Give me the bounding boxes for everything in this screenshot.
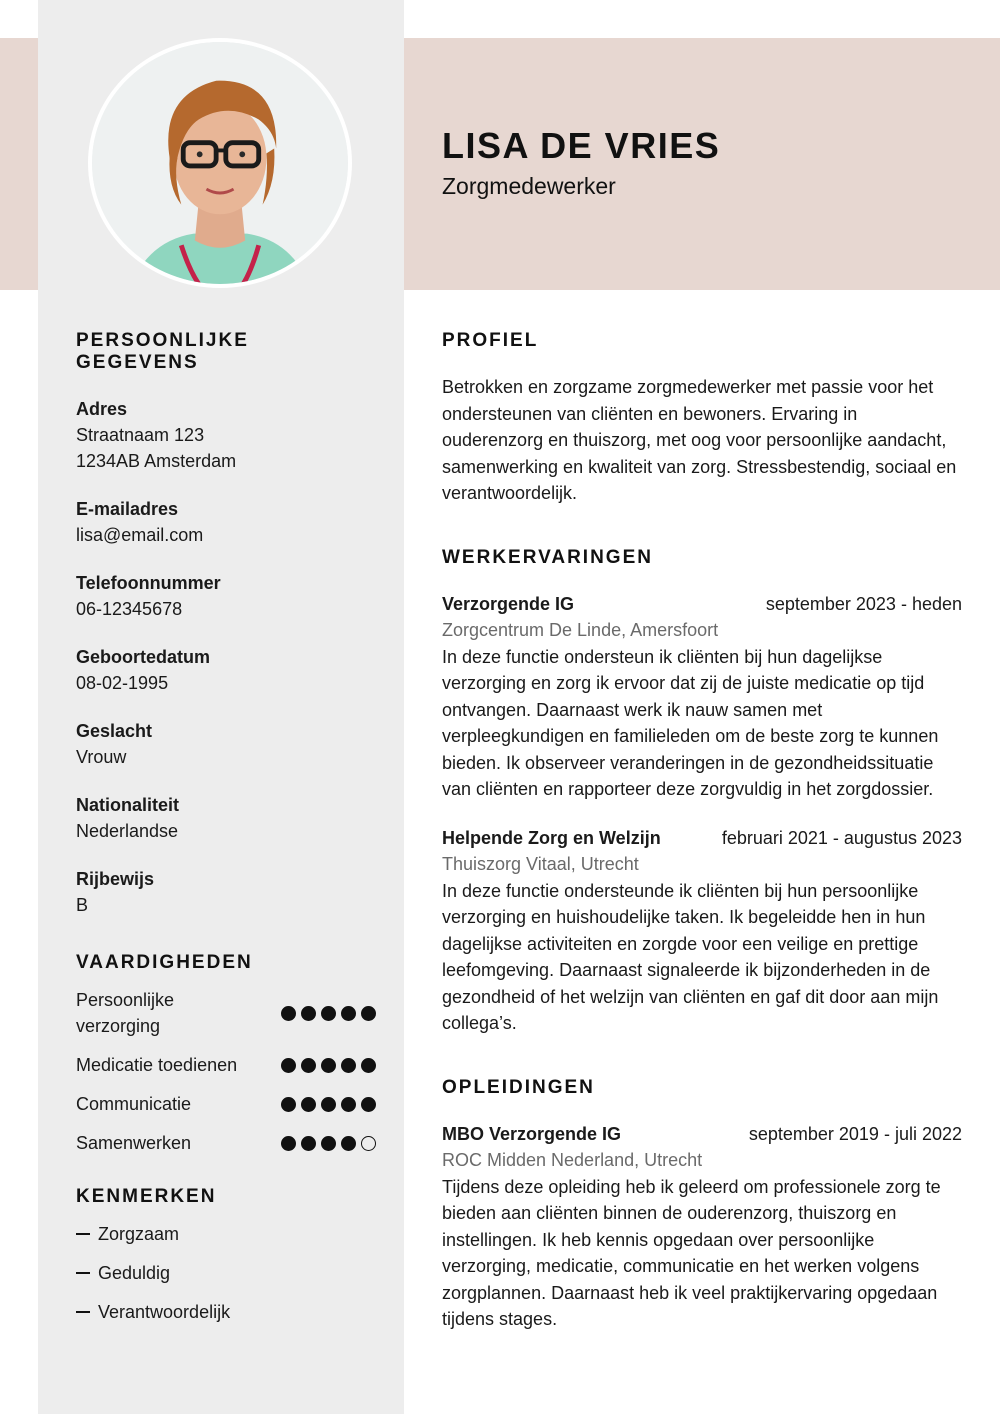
personal-item bbox=[76, 496, 376, 548]
skill-row bbox=[76, 987, 376, 1039]
person-name: LISA DE VRIES bbox=[442, 125, 721, 166]
filled-dot-icon bbox=[341, 1006, 356, 1021]
skill-level-dots bbox=[281, 1097, 376, 1112]
personal-item-label: Adres bbox=[76, 399, 128, 419]
personal-item-label: Geslacht bbox=[76, 721, 153, 741]
experience-entry-period: september 2023 - heden bbox=[765, 593, 962, 614]
skill-level-dots bbox=[281, 1136, 376, 1151]
skill-name: Communicatie bbox=[76, 1094, 192, 1114]
filled-dot-icon bbox=[321, 1136, 336, 1151]
education-entry-description: Tijdens deze opleiding heb ik geleerd om professionele zorg te bieden aan cliënten binnen de ouderenzorg, thuiszorg en instellingen. Ik heb kennis opgedaan over persoonlijke verzorging, medicatie, communicatie en het werken volgens zorgplannen. Daarnaast heb ik veel praktijkervaring opgedaan tijdens stages. bbox=[442, 1176, 941, 1329]
experience-entry-description: In deze functie ondersteun ik cliënten bij hun dagelijkse verzorging en zorg ik ervoor dat zij de juiste medicatie op tijd ontvangen. Daarnaast werk ik nauw samen met verpleegkundigen en familieleden om de beste zorg te kunnen bieden. Ik observeer veranderingen in de gezondheidssituatie van cliënten en rapporteer deze zorgvuldig in het zorgdossier. bbox=[442, 646, 939, 799]
job-role: Zorgmedewerker bbox=[442, 173, 616, 199]
filled-dot-icon bbox=[361, 1058, 376, 1073]
trait-label: Zorgzaam bbox=[98, 1224, 180, 1244]
personal-item-value: 06-12345678 bbox=[76, 599, 183, 619]
filled-dot-icon bbox=[301, 1097, 316, 1112]
skill-row bbox=[76, 1091, 376, 1117]
filled-dot-icon bbox=[361, 1097, 376, 1112]
experience-entry-title: Helpende Zorg en Welzijn bbox=[442, 827, 661, 848]
dash-icon bbox=[76, 1233, 90, 1235]
personal-item-label: Geboortedatum bbox=[76, 647, 211, 667]
experience-entry-organization: Thuiszorg Vitaal, Utrecht bbox=[442, 854, 639, 874]
trait-label: Verantwoordelijk bbox=[98, 1302, 231, 1322]
name-block bbox=[442, 125, 720, 200]
personal-item-value: 08-02-1995 bbox=[76, 673, 169, 693]
experience-entry bbox=[442, 825, 962, 1037]
personal-heading: PERSOONLIJKE GEGEVENS bbox=[76, 330, 249, 373]
filled-dot-icon bbox=[281, 1006, 296, 1021]
profile-text: Betrokken en zorgzame zorgmedewerker met passie voor het ondersteunen van cliënten en bewoners. Ervaring in ouderenzorg en thuiszorg, met oog voor persoonlijke aandacht, samenwerking en kwaliteit van zorg. Stressbestendig, sociaal en verantwoordelijk. bbox=[442, 377, 957, 503]
filled-dot-icon bbox=[301, 1058, 316, 1073]
traits-heading: KENMERKEN bbox=[76, 1186, 217, 1207]
experience-list bbox=[442, 591, 962, 1037]
filled-dot-icon bbox=[321, 1097, 336, 1112]
skill-row bbox=[76, 1130, 376, 1156]
filled-dot-icon bbox=[321, 1058, 336, 1073]
personal-item-value: Vrouw bbox=[76, 747, 127, 767]
trait-item bbox=[76, 1221, 376, 1247]
education-list bbox=[442, 1121, 962, 1333]
profile-heading: PROFIEL bbox=[442, 330, 539, 351]
main-content bbox=[442, 330, 962, 1333]
education-entry-organization: ROC Midden Nederland, Utrecht bbox=[442, 1150, 703, 1170]
personal-item bbox=[76, 644, 376, 696]
personal-item-value: Nederlandse bbox=[76, 821, 179, 841]
skill-name: Persoonlijke verzorging bbox=[76, 990, 175, 1036]
filled-dot-icon bbox=[321, 1006, 336, 1021]
empty-dot-icon bbox=[361, 1136, 376, 1151]
filled-dot-icon bbox=[301, 1136, 316, 1151]
education-entry bbox=[442, 1121, 962, 1333]
personal-item-value: B bbox=[76, 895, 89, 915]
experience-entry-header bbox=[442, 591, 962, 618]
dash-icon bbox=[76, 1272, 90, 1274]
experience-entry-organization: Zorgcentrum De Linde, Amersfoort bbox=[442, 620, 719, 640]
experience-heading: WERKERVARINGEN bbox=[442, 546, 653, 568]
personal-item-label: Rijbewijs bbox=[76, 869, 155, 889]
experience-entry-title: Verzorgende IG bbox=[442, 593, 575, 614]
skills-heading: VAARDIGHEDEN bbox=[76, 952, 253, 973]
personal-item-value: lisa@email.com bbox=[76, 525, 204, 545]
filled-dot-icon bbox=[281, 1136, 296, 1151]
education-heading: OPLEIDINGEN bbox=[442, 1076, 595, 1098]
sidebar-content bbox=[76, 330, 376, 1325]
education-entry-title: MBO Verzorgende IG bbox=[442, 1123, 622, 1144]
trait-item bbox=[76, 1260, 376, 1286]
personal-item bbox=[76, 718, 376, 770]
profile-photo bbox=[88, 38, 352, 288]
trait-label: Geduldig bbox=[98, 1263, 171, 1283]
filled-dot-icon bbox=[341, 1058, 356, 1073]
skills-list bbox=[76, 987, 376, 1156]
traits-list bbox=[76, 1221, 376, 1325]
filled-dot-icon bbox=[341, 1136, 356, 1151]
personal-item bbox=[76, 866, 376, 918]
personal-item-label: Telefoonnummer bbox=[76, 573, 221, 593]
personal-item bbox=[76, 792, 376, 844]
personal-list bbox=[76, 396, 376, 918]
filled-dot-icon bbox=[361, 1006, 376, 1021]
personal-item-value: Straatnaam 123 1234AB Amsterdam bbox=[76, 425, 237, 471]
education-entry-header bbox=[442, 1121, 962, 1148]
personal-item bbox=[76, 396, 376, 474]
experience-entry-description: In deze functie ondersteunde ik cliënten bij hun persoonlijke verzorging en huishoudelijke taken. Ik begeleidde hen in hun dagelijkse activiteiten en zorgde voor een veilige en prettige leefomgeving. Daarnaast signaleerde ik bijzonderheden in de gezondheid of het welzijn van cliënten en gaf dit door aan mijn collega’s. bbox=[442, 880, 939, 1033]
skill-level-dots bbox=[281, 1058, 376, 1073]
experience-entry bbox=[442, 591, 962, 803]
education-entry-period: september 2019 - juli 2022 bbox=[748, 1123, 962, 1144]
skill-level-dots bbox=[281, 1006, 376, 1021]
filled-dot-icon bbox=[341, 1097, 356, 1112]
trait-item bbox=[76, 1299, 376, 1325]
experience-entry-period: februari 2021 - augustus 2023 bbox=[721, 827, 962, 848]
skill-name: Samenwerken bbox=[76, 1133, 192, 1153]
skill-row bbox=[76, 1052, 376, 1078]
filled-dot-icon bbox=[281, 1058, 296, 1073]
filled-dot-icon bbox=[301, 1006, 316, 1021]
filled-dot-icon bbox=[281, 1097, 296, 1112]
dash-icon bbox=[76, 1311, 90, 1313]
personal-item-label: E-mailadres bbox=[76, 499, 179, 519]
personal-item-label: Nationaliteit bbox=[76, 795, 180, 815]
experience-entry-header bbox=[442, 825, 962, 852]
personal-item bbox=[76, 570, 376, 622]
skill-name: Medicatie toedienen bbox=[76, 1055, 238, 1075]
